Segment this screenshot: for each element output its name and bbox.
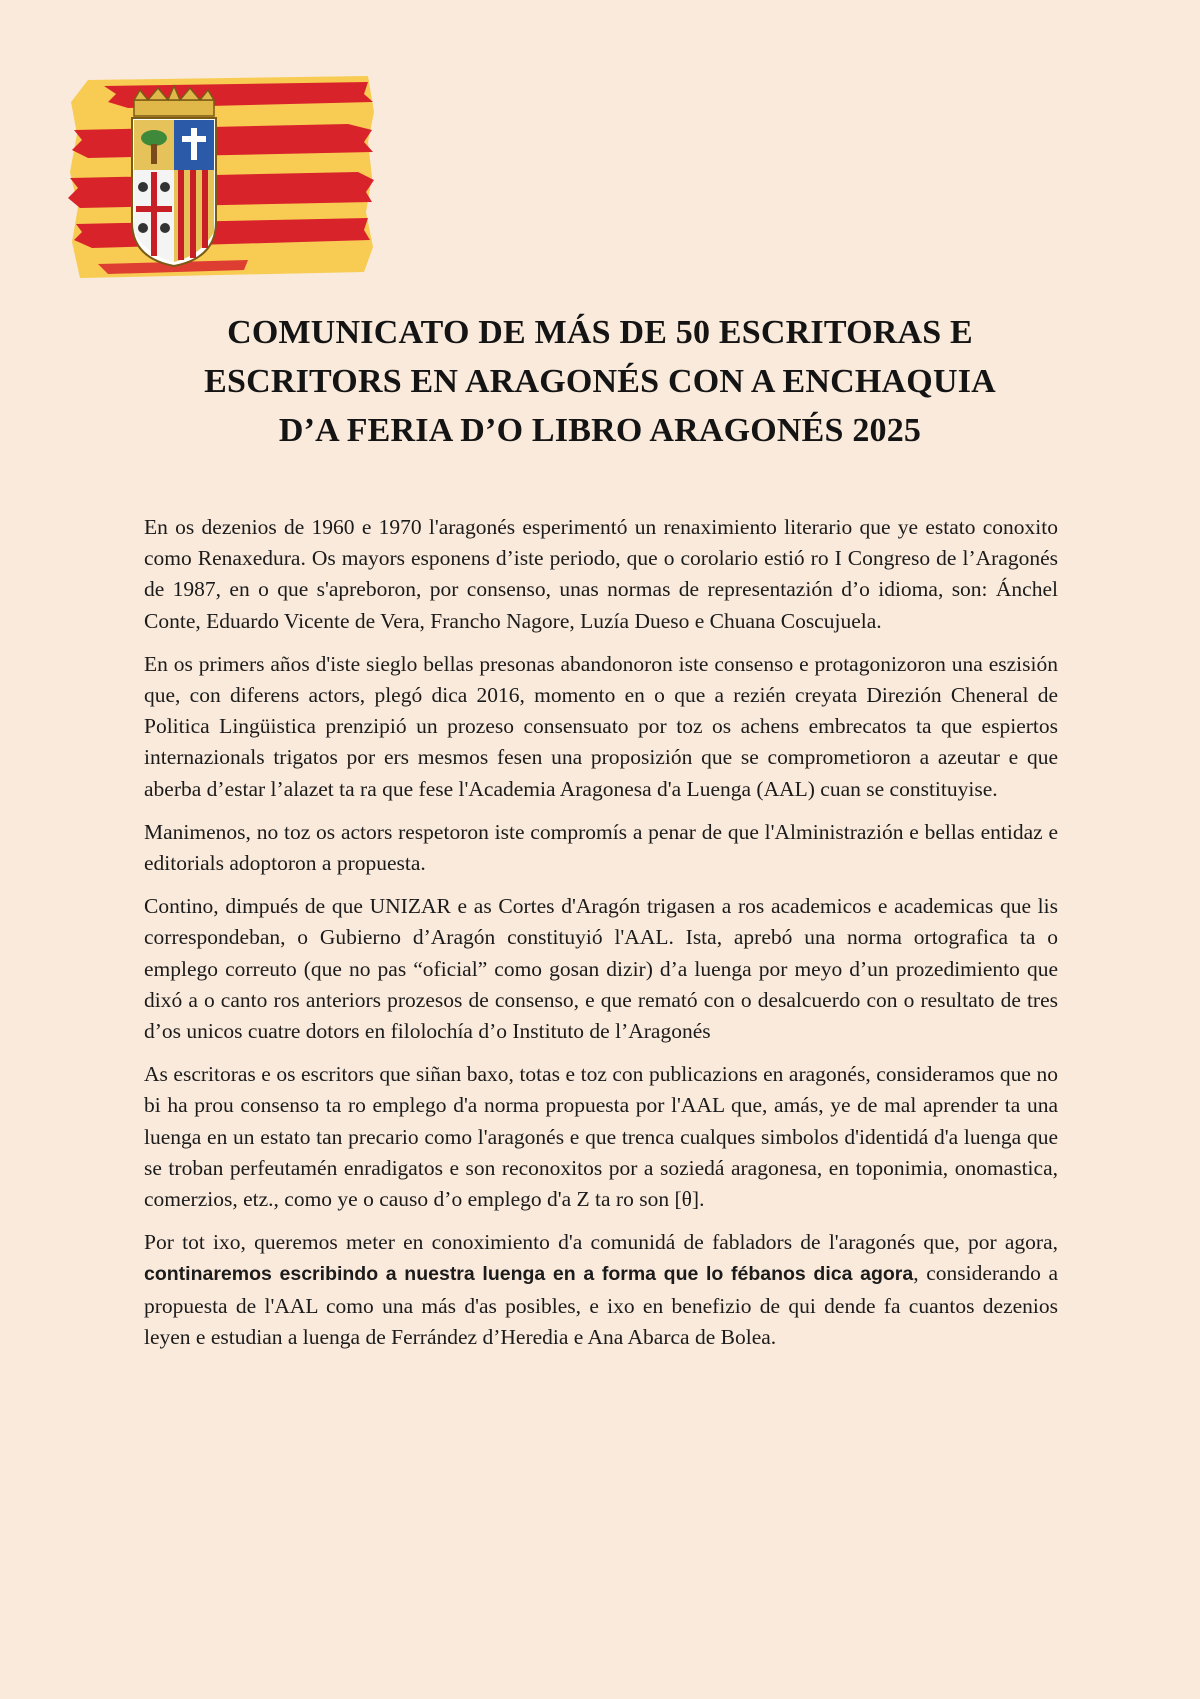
coat-of-arms-icon xyxy=(132,86,216,266)
conclusion-text-start: Por tot ixo, queremos meter en conoximiento d'a comunidá de fabladors de l'aragonés que, por agora, xyxy=(144,1230,1058,1255)
paragraph-manimenos: Manimenos, no toz os actors respetoron iste compromís a penar de que l'Alministrazión e bellas entidaz e editorials adoptoron a propuesta. xyxy=(144,819,1058,876)
aragon-flag-icon xyxy=(68,72,378,282)
title-line-3: D’A FERIA D’O LIBRO ARAGONÉS 2025 xyxy=(278,412,922,449)
page-title xyxy=(80,308,1120,455)
conclusion-text-end: , considerando a propuesta de l'AAL como una más d'as posibles, e ixo en benefizio de qui dende fa cuantos dezenios leyen e estudian a luenga de Ferrández d’Heredia e Ana Abarca de Bolea. xyxy=(144,1261,1058,1349)
paragraph-conclusion xyxy=(144,1227,1058,1353)
paragraph-renaxedura: En os dezenios de 1960 e 1970 l'aragonés esperimentó un renaximiento literario que ye estato conoxito como Renaxedura. Os mayors esponens d’iste periodo, que o corolario estió ro I Congreso de l’Aragonés de 1987, en o que s'apreboron, por consenso, unas normas de representazión d’o idioma, son: Ánchel Conte, Eduardo Vicente de Vera, Francho Nagore, Luzía Dueso e Chuana Coscujuela. xyxy=(144,515,1058,633)
title-line-2: ESCRITORS EN ARAGONÉS CON A ENCHAQUIA xyxy=(204,363,996,400)
paragraph-writers-position: As escritoras e os escritors que siñan baxo, totas e toz con publicazions en aragonés, consideramos que no bi ha prou consenso ta ro emplego d'a norma propuesta por l'AAL que, amás, ye de mal aprender ta una luenga en un estato tan precario como l'aragonés e que trenca cualques simbolos d'identidá d'a luenga que se troban perfeutamén enradigatos e son reconoxitos por a soziedá aragonesa, en toponimia, onomastica, comerzios, etz., como ye o causo d’o emplego d'a Z ta ro son [θ]. xyxy=(144,1062,1058,1212)
paragraph-eszision: En os primers años d'iste sieglo bellas presonas abandonoron iste consenso e protagonizoron una eszisión que, con diferens actors, plegó dica 2016, momento en o que a rezién creyata Direzión Cheneral de Politica Lingüistica prenzipió un prozeso consensuato por toz os achens embrecatos ta que espiertos internazionals trigatos por ers mesmos fesen una proposizión que se comprometioron a azeutar e que aberba d’estar l’alazet ta ra que fese l'Academia Aragonesa d'a Luenga (AAL) cuan se constituyise. xyxy=(144,651,1058,801)
statement-body xyxy=(144,512,1058,1365)
title-line-1: COMUNICATO DE MÁS DE 50 ESCRITORAS E xyxy=(227,314,973,351)
paragraph-aal-constitution: Contino, dimpués de que UNIZAR e as Cortes d'Aragón trigasen a ros academicos e academicas que lis correspondeban, o Gubierno d’Aragón constituyió l'AAL. Ista, aprebó una norma ortografica ta o emplego correuto (que no pas “oficial” como gosan dizir) d’a luenga por meyo d’un prozedimiento que dixó a o canto ros anteriors prozesos de consenso, e que remató con o desalcuerdo con o resultato de tres d’os unicos cuatre dotors en filolochía d’o Instituto de l’Aragonés xyxy=(144,894,1058,1044)
conclusion-emphasis: continaremos escribindo a nuestra luenga en a forma que lo fébanos dica agora xyxy=(144,1263,914,1286)
